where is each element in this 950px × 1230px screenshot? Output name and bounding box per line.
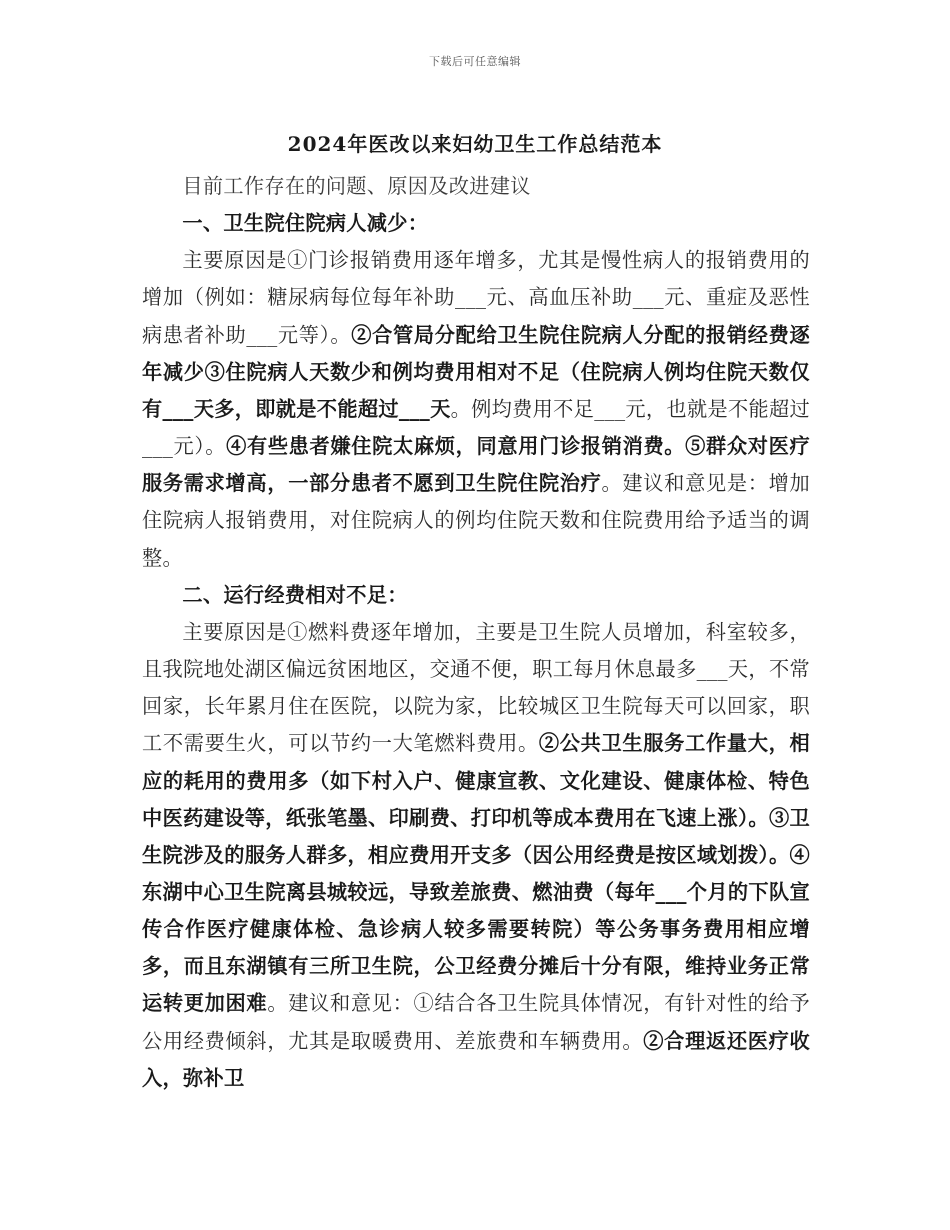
section2-text-1: 主要原因是①燃料费逐年增加，主要是卫生院人员增加，科室较多，且我院地处湖区偏远贫困地区，交通不便，职工每月休息最多___天，不常回家，长年累月住在医院，以院为家，比较城区卫生院每天可以回家，职工不需要生火，可以节约一大笔燃料费用。: [142, 619, 810, 756]
section1-text-3: 。建议和意见是：增加住院病人报销费用，对住院病人的例均住院天数和住院费用给予适当的调整。: [142, 471, 810, 570]
document-title: 2024年医改以来妇幼卫生工作总结范本: [287, 132, 663, 156]
section2-paragraph: [142, 614, 810, 1097]
section1-text-2: 。例均费用不足___元，也就是不能超过___元）。: [142, 396, 811, 459]
section1-heading: 一、卫生院住院病人减少：: [182, 211, 429, 236]
section1-bold-1: ②合管局分配给卫生院住院病人分配的报销经费逐年减少③住院病人天数少和例均费用相对不足（住院病人例均住院天数仅有___天多，即就是不能超过___天: [142, 322, 810, 421]
section2-bold-1: ②公共卫生服务工作量大，相应的耗用的费用多（如下村入户、健康宣教、文化建设、健康体检、特色中医药建设等，纸张笔墨、印刷费、打印机等成本费用在飞速上涨）。③卫生院涉及的服务人群多，相应费用开支多（因公用经费是按区域划拨）。④东湖中心卫生院离县城较远，导致差旅费、燃油费（每年___个月的下队宣传合作医疗健康体检、急诊病人较多需要转院）等公务事务费用相应增多，而且东湖镇有三所卫生院，公卫经费分摊后十分有限，维持业务正常运转更加困难: [142, 731, 810, 1016]
section2-heading: 二、运行经费相对不足：: [182, 582, 408, 607]
section1-paragraph: [142, 242, 810, 576]
section2-text-2: 。建议和意见：①结合各卫生院具体情况，有针对性的给予公用经费倾斜，尤其是取暖费用、差旅费和车辆费用。: [142, 991, 810, 1053]
section1-text-1: 主要原因是①门诊报销费用逐年增多，尤其是慢性病人的报销费用的增加（例如：糖尿病每位每年补助___元、高血压补助___元、重症及恶性病患者补助___元等）。: [142, 248, 810, 347]
section1-bold-2: ④有些患者嫌住院太麻烦，同意用门诊报销消费。⑤群众对医疗服务需求增高，一部分患者不愿到卫生院住院治疗: [142, 434, 811, 496]
header-note: 下载后可任意编辑: [429, 55, 521, 68]
section-subtitle: 目前工作存在的问题、原因及改进建议: [182, 174, 531, 198]
document-body: [142, 168, 810, 1097]
section2-bold-2: ②合理返还医疗收入，弥补卫: [142, 1028, 810, 1090]
